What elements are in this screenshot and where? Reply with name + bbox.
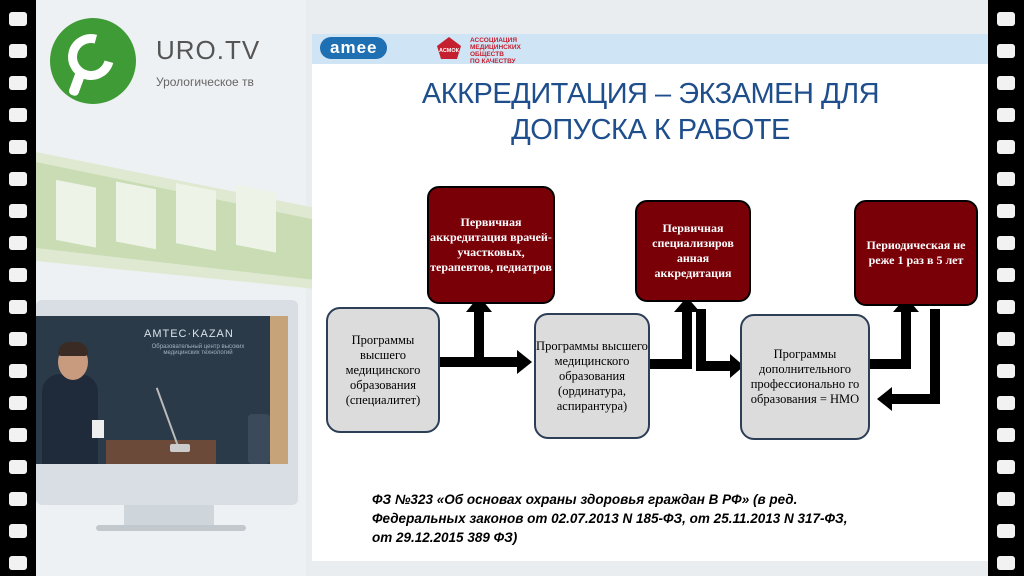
film-strip-left (0, 0, 36, 576)
asmok-logo-label: АСМОК (439, 48, 459, 54)
speaker-hair (58, 342, 88, 356)
video-banner-subtitle: Образовательный центр высоких медицинских технологий (151, 344, 245, 356)
slide-title-line2: ДОПУСКА К РАБОТЕ (511, 114, 790, 146)
film-perforation (9, 428, 27, 442)
film-perforation (997, 364, 1015, 378)
film-perforation (9, 236, 27, 250)
film-perforation (997, 236, 1015, 250)
microphone-base (170, 444, 190, 452)
monitor-base (96, 525, 246, 531)
film-perforation (997, 332, 1015, 346)
film-perforation (997, 428, 1015, 442)
brand-name: URO.TV (156, 35, 261, 65)
film-perforation (997, 172, 1015, 186)
film-perforation (9, 364, 27, 378)
film-perforation (9, 492, 27, 506)
film-perforation (997, 204, 1015, 218)
film-perforation (9, 332, 27, 346)
film-perforation (997, 460, 1015, 474)
specialized-accreditation-box: Первичная специализиров анная аккредитация (635, 200, 751, 302)
film-perforation (9, 396, 27, 410)
film-perforation (9, 140, 27, 154)
speaker-figure (42, 374, 98, 464)
film-perforation (997, 396, 1015, 410)
amee-logo: amee (320, 37, 387, 59)
film-perforation (9, 12, 27, 26)
film-perforation (997, 268, 1015, 282)
law-reference: ФЗ №323 «Об основах охраны здоровья граждан В РФ» (в ред. Федеральных законов от 02.07.2013 N 185-ФЗ, от 25.11.2013 N 317-ФЗ, от 29.12.2015 389 ФЗ) (372, 492, 848, 545)
microphone-icon (156, 387, 178, 444)
primary-accreditation-box: Первичная аккредитация врачей- участковых, терапевтов, педиатров (427, 186, 555, 304)
curtain (270, 316, 288, 464)
film-perforation (997, 300, 1015, 314)
chair (248, 414, 270, 464)
monitor-stand (124, 505, 214, 525)
film-perforation (997, 492, 1015, 506)
film-perforation (9, 524, 27, 538)
film-perforation (997, 140, 1015, 154)
film-perforation (9, 460, 27, 474)
podium (106, 440, 216, 464)
video-content[interactable] (36, 0, 988, 576)
film-perforation (997, 556, 1015, 570)
education-residency-box: Программы высшего медицинского образования (ординатура, аспирантура) (534, 313, 650, 439)
education-specialitet-box: Программы высшего медицинского образования (специалитет) (326, 307, 440, 433)
film-perforation (9, 108, 27, 122)
film-perforation (997, 108, 1015, 122)
film-perforation (9, 300, 27, 314)
film-perforation (997, 44, 1015, 58)
film-perforation (9, 172, 27, 186)
film-perforation (997, 524, 1015, 538)
speaker-video-monitor[interactable] (36, 300, 298, 505)
continuing-education-box: Программы дополнительного профессионально го образования = НМО (740, 314, 870, 440)
film-perforation (997, 12, 1015, 26)
film-perforation (9, 76, 27, 90)
branding-panel (36, 0, 306, 576)
film-perforation (9, 204, 27, 218)
film-perforation (997, 76, 1015, 90)
speaker-badge (92, 420, 104, 438)
brand-subtitle: Урологическое тв (156, 75, 254, 89)
slide-title-line1: АККРЕДИТАЦИЯ – ЭКЗАМЕН ДЛЯ (421, 78, 880, 110)
speaker-video-screen[interactable] (36, 316, 288, 464)
uro-tv-logo-icon (50, 18, 136, 104)
video-banner-title: AMTEC·KAZAN (144, 328, 234, 340)
periodic-accreditation-box: Периодическая не реже 1 раз в 5 лет (854, 200, 978, 306)
film-perforation (9, 268, 27, 282)
film-strip-right (988, 0, 1024, 576)
film-perforation (9, 44, 27, 58)
presentation-slide (312, 34, 988, 561)
film-strip-graphic (36, 150, 326, 290)
asmok-name: АССОЦИАЦИЯ МЕДИЦИНСКИХ ОБЩЕСТВ ПО КАЧЕСТВУ (470, 37, 521, 65)
film-perforation (9, 556, 27, 570)
